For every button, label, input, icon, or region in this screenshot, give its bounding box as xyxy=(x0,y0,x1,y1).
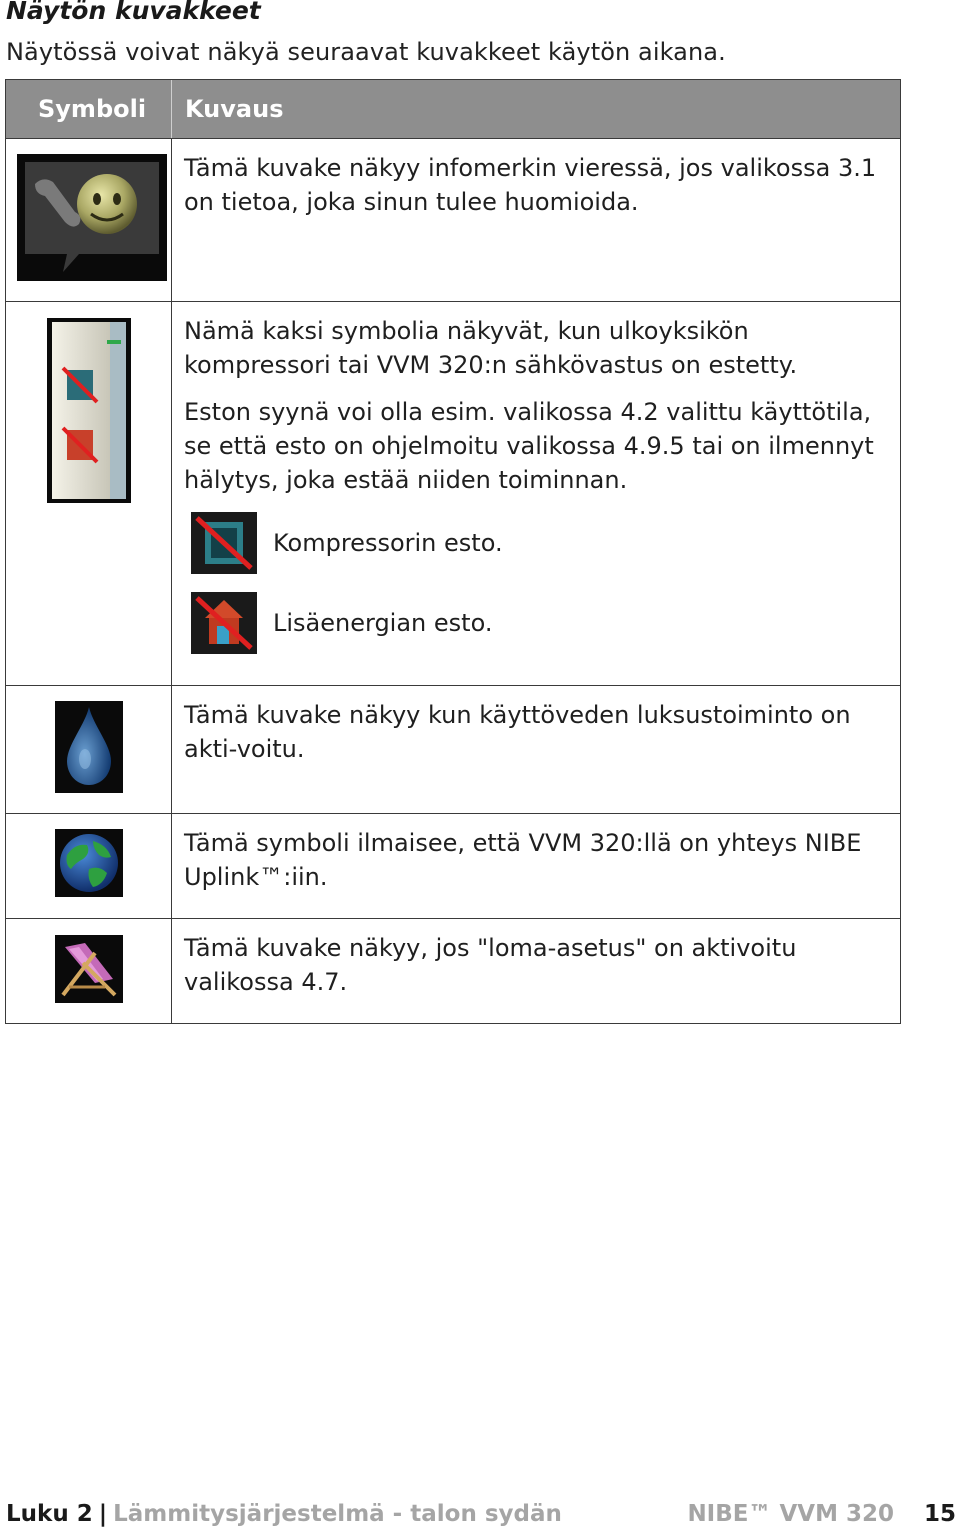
icon-table xyxy=(5,79,901,1024)
page-number: 15 xyxy=(923,1501,956,1527)
sub-item xyxy=(184,510,890,576)
deck-chair-icon xyxy=(55,935,123,1003)
table-row xyxy=(6,139,900,302)
row-description: Tämä kuvake näkyy, jos "loma-asetus" on aktivoitu valikossa 4.7. xyxy=(184,934,797,996)
table-row xyxy=(6,302,900,686)
footer-product: NIBE™ VVM 320 xyxy=(687,1501,894,1527)
table-row xyxy=(6,686,900,814)
section-heading: Näytön kuvakkeet xyxy=(6,0,261,25)
sub-item-label: Kompressorin esto. xyxy=(273,529,503,557)
compressor-blocked-icon xyxy=(191,512,257,574)
sub-item-label: Lisäenergian esto. xyxy=(273,609,493,637)
row-description: Nämä kaksi symbolia näkyvät, kun ulkoyksikön kompressori tai VVM 320:n sähkövastus on estetty. xyxy=(184,317,798,379)
intro-text: Näytössä voivat näkyä seuraavat kuvakkeet käytön aikana. xyxy=(6,38,726,66)
row-description: Tämä kuvake näkyy kun käyttöveden luksustoiminto on akti-voitu. xyxy=(184,701,851,763)
page-footer xyxy=(6,1498,956,1530)
footer-subtitle: Lämmitysjärjestelmä - talon sydän xyxy=(113,1501,562,1527)
header-description: Kuvaus xyxy=(185,95,284,123)
row-description: Tämä kuvake näkyy infomerkin vieressä, jos valikossa 3.1 on tietoa, joka sinun tulee huomioida. xyxy=(184,154,877,216)
table-row xyxy=(6,814,900,919)
footer-chapter: Luku 2 xyxy=(6,1501,93,1527)
footer-separator: | xyxy=(98,1501,108,1527)
sub-item xyxy=(184,590,890,656)
row-description: Eston syynä voi olla esim. valikossa 4.2 valittu käyttötila, se että esto on ohjelmoitu valikossa 4.9.5 tai on ilmennyt hälytys, joka estää niiden toiminnan. xyxy=(184,398,874,494)
water-drop-icon xyxy=(55,701,123,793)
header-symbol: Symboli xyxy=(6,80,172,138)
heat-pump-blocked-icon xyxy=(47,318,131,503)
table-header xyxy=(6,80,900,139)
service-smiley-icon xyxy=(17,154,167,281)
row-description: Tämä symboli ilmaisee, että VVM 320:llä on yhteys NIBE Uplink™:iin. xyxy=(184,829,862,891)
globe-icon xyxy=(55,829,123,897)
table-row xyxy=(6,919,900,1023)
additional-heat-blocked-icon xyxy=(191,592,257,654)
